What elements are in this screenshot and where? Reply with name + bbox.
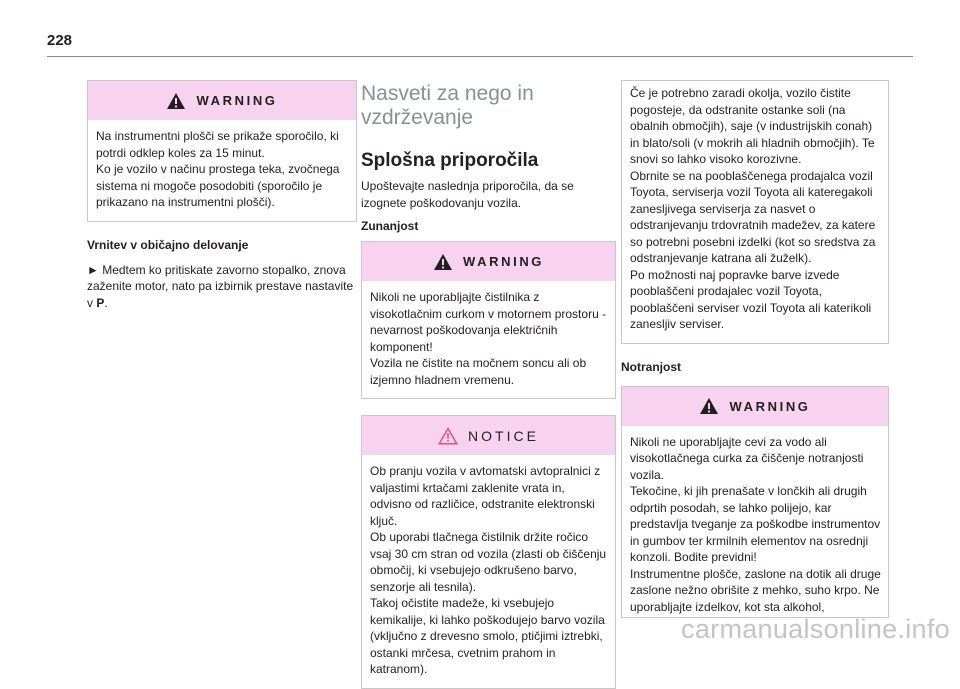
warning-title: WARNING (729, 398, 811, 414)
notice-icon (438, 427, 458, 445)
warning-text: Na instrumentni plošči se prikaže sporočilo, ki potrdi odklep koles za 15 minut. Ko je vozilo v načinu prostega teka, zvočnega sistema ni mogoče posodobiti (sporočilo je prikazano na instrumentni plošči). (96, 129, 340, 209)
info-text: Če je potrebno zaradi okolja, vozilo čistite pogosteje, da odstranite ostanke soli (na obalnih območjih), saje (v industrijskih conah) in blato/soli (v mokrih ali hladnih območjih). Te snovi so lahko visoko korozivne. Obrnite se na pooblaščenega prodajalca vozil Toyota, serviserja vozil Toyota ali kateregakoli zanesljivega serviserja za nasvet o odstranjevanju trdovratnih madežev, za katere so potrebni posebni izdelki (kot so sredstva za odstranjevanje katrana ali žuželk). Po možnosti naj popravke barve izvede pooblaščeni prodajalec vozil Toyota, pooblaščeni serviser vozil Toyota ali katerikoli zanesljiv serviser. (630, 86, 876, 331)
warning-text: Nikoli ne uporabljajte cevi za vodo ali visokotlačnega curka za čiščenje notranjosti vozila. Tekočine, ki jih prenašate v lončkih ali drugih odprtih posodah, se lahko polijejo, kar predstavlja tveganje za poškodbe instrumentov in gumbov ter krmilnih elementov na osrednji konzoli. Bodite previdni! Instrumentne plošče, zaslone na dotik ali druge zaslone nežno obrišite z mehko, suho krpo. Ne uporabljajte izdelkov, kot sta alkohol, (630, 434, 881, 614)
step-end: . (104, 295, 108, 310)
warning-icon (699, 397, 719, 415)
exterior-heading: Zunanjost (361, 219, 419, 233)
column-3 (621, 80, 889, 618)
page-number: 228 (47, 32, 73, 49)
warning-header (622, 387, 888, 426)
warning-header (362, 242, 615, 281)
notice-box (361, 415, 616, 689)
normal-operation-step (87, 262, 357, 312)
warning-box (87, 80, 357, 222)
warning-header (88, 81, 356, 120)
info-box (621, 80, 889, 344)
gear-position: P (96, 295, 105, 310)
notice-header (362, 416, 615, 455)
step-text: ► Medtem ko pritiskate zavorno stopalko, znova zaženite motor, nato pa izbirnik prestave nastavite v (87, 262, 354, 310)
exterior-warning-box (361, 241, 616, 399)
warning-text: Nikoli ne uporabljajte čistilnika z visokotlačnim curkom v motornem prostoru - nevarnost poškodovanja električnih komponent! Vozila ne čistite na močnem soncu ali ob izjemno hladnem vremenu. (370, 290, 607, 387)
warning-icon (433, 253, 453, 271)
column-1 (87, 80, 357, 311)
interior-heading: Notranjost (621, 359, 681, 374)
watermark: carmanualsonline.info (681, 614, 950, 644)
interior-warning-box (621, 386, 889, 619)
notice-text: Ob pranju vozila v avtomatski avtopralnici z valjastimi krtačami zaklenite vrata in, odvisno od različice, odstranite elektronski ključ. Ob uporabi tlačnega čistilnik držite ročico vsaj 30 cm stran od vozila (zlasti ob čiščenju območij, ki vsebujejo odkrušeno barvo, senzorje ali tesnila). Takoj očistite madeže, ki vsebujejo kemikalije, ki lahko poškodujejo barvo vozila (vključno z drevesno smolo, ptičjimi iztrebki, ostanki mrčesa, cvetnim prahom in katranom). (370, 464, 607, 676)
warning-title: WARNING (196, 93, 278, 108)
column-2 (361, 80, 616, 689)
top-divider (47, 56, 913, 57)
notice-title: NOTICE (468, 427, 539, 444)
warning-title: WARNING (462, 254, 545, 269)
intro-text: Upoštevajte naslednja priporočila, da se izognete poškodovanju vozila. (361, 179, 574, 210)
warning-icon (166, 92, 186, 110)
chapter-title: Nasveti za nego in vzdrževanje (361, 82, 534, 129)
section-title: Splošna priporočila (361, 150, 539, 171)
normal-operation-heading: Vrnitev v običajno delovanje (87, 237, 249, 252)
